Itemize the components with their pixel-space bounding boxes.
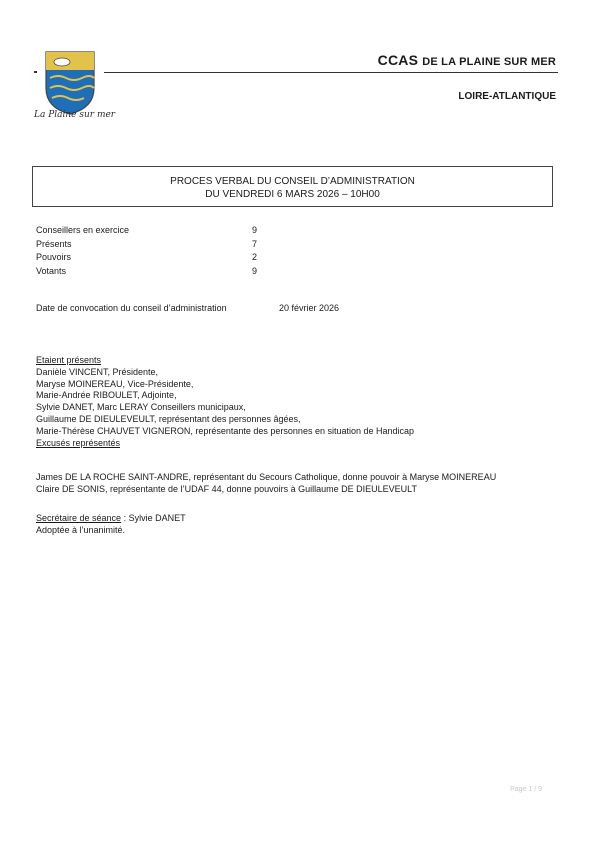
org-title-rest: DE LA PLAINE SUR MER xyxy=(422,56,556,68)
org-title-prefix: CCAS xyxy=(377,52,419,68)
list-item: James DE LA ROCHE SAINT-ANDRE, représentant du Secours Catholique, donne pouvoir à Maryse MOINEREAU xyxy=(36,472,497,482)
header-dot xyxy=(34,71,37,73)
list-item: Danièle VINCENT, Présidente, xyxy=(36,366,159,377)
title-line-2: DU VENDREDI 6 MARS 2026 – 10H00 xyxy=(205,189,380,200)
secretary-section xyxy=(36,512,186,536)
stat-value: 7 xyxy=(252,238,258,249)
list-item: Claire DE SONIS, représentante de l’UDAF 44, donne pouvoirs à Guillaume DE DIEULEVEULT xyxy=(36,484,418,494)
title-line-1: PROCES VERBAL DU CONSEIL D’ADMINISTRATION xyxy=(170,176,415,187)
stat-row xyxy=(36,265,266,279)
logo-caption: La Plaine sur mer xyxy=(34,110,116,120)
excuses-section xyxy=(36,471,496,495)
list-item: Sylvie DANET, Marc LERAY Conseillers municipaux, xyxy=(36,402,246,413)
town-logo xyxy=(42,50,98,116)
list-item: Maryse MOINEREAU, Vice-Présidente, xyxy=(36,378,194,389)
adoption-note: Adoptée à l’unanimité. xyxy=(36,525,126,535)
stat-value: 9 xyxy=(252,265,258,276)
stat-row xyxy=(36,251,266,265)
region-label: LOIRE-ATLANTIQUE xyxy=(458,91,556,102)
title-box xyxy=(32,166,553,207)
stat-label: Votants xyxy=(36,265,67,276)
secretary-label: Secrétaire de séance xyxy=(36,513,122,523)
header-divider xyxy=(104,72,558,73)
presents-section xyxy=(36,355,414,449)
excuses-heading: Excusés représentés xyxy=(36,437,121,448)
stat-row xyxy=(36,238,266,252)
list-item: Guillaume DE DIEULEVEULT, représentant des personnes âgées, xyxy=(36,413,301,424)
list-item: Marie-Thérèse CHAUVET VIGNERON, représentante des personnes en situation de Handicap xyxy=(36,425,415,436)
list-item: Marie-Andrée RIBOULET, Adjointe, xyxy=(36,390,177,401)
stat-row xyxy=(36,224,266,238)
stat-label: Présents xyxy=(36,238,72,249)
page-number: Page 1 / 9 xyxy=(510,786,542,793)
stat-label: Conseillers en exercice xyxy=(36,225,130,235)
stat-value: 2 xyxy=(252,252,258,262)
secretary-line xyxy=(36,512,186,524)
convocation-label: Date de convocation du conseil d’administration xyxy=(36,303,227,313)
org-title xyxy=(378,52,556,68)
secretary-name: : Sylvie DANET xyxy=(121,513,186,523)
attendance-stats xyxy=(36,224,266,278)
presents-heading: Etaient présents xyxy=(36,355,102,365)
stat-label: Pouvoirs xyxy=(36,252,72,262)
convocation-date: 20 février 2026 xyxy=(279,303,340,313)
stat-value: 9 xyxy=(252,225,258,235)
